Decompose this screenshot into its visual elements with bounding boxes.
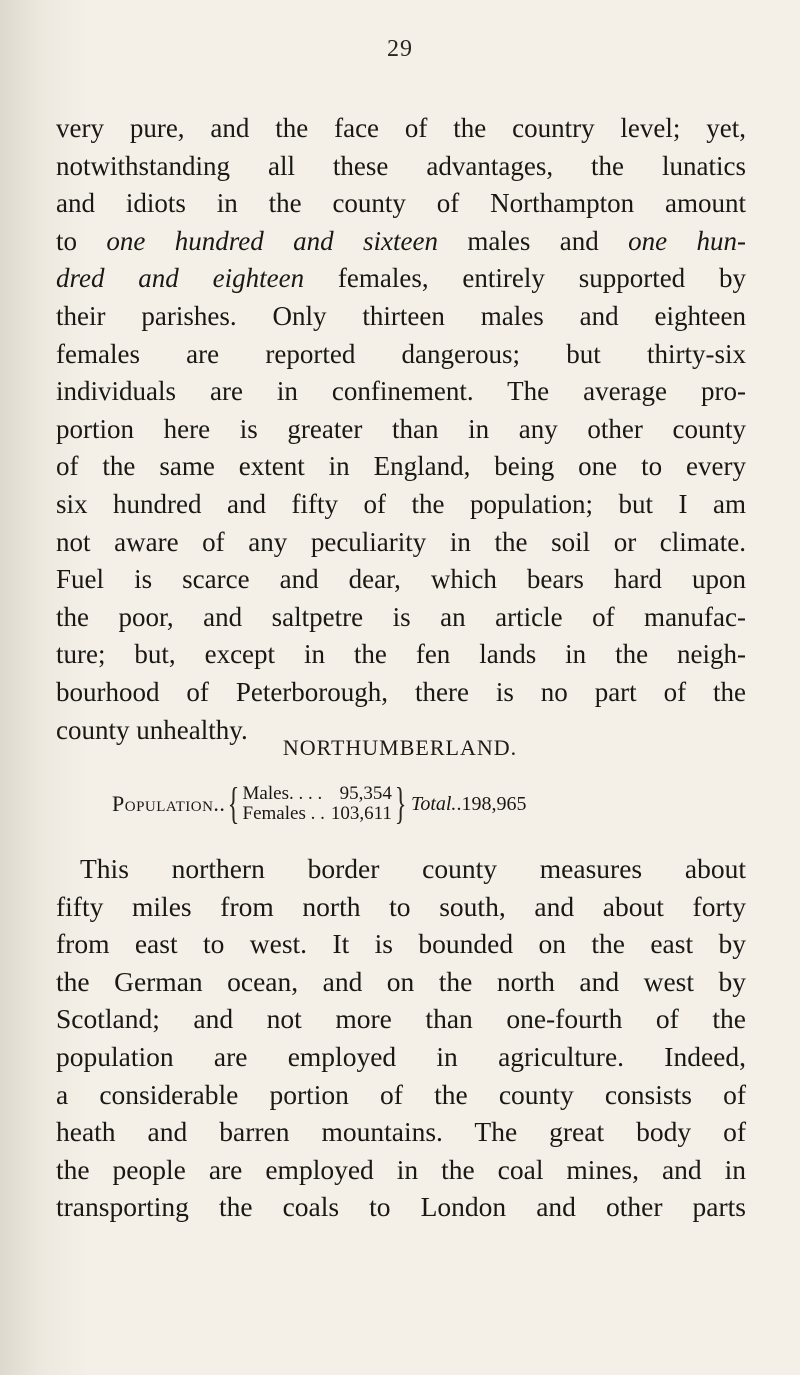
text-run: males and xyxy=(438,225,629,256)
text-line: the people are employed in the coal mines, and in xyxy=(56,1153,746,1185)
females-label: Females . . xyxy=(242,803,325,824)
text-line xyxy=(56,223,746,261)
text-line: of the same extent in England, being one to every xyxy=(56,451,746,482)
section-heading: NORTHUMBERLAND. xyxy=(282,735,518,760)
text-line: from east to west. It is bounded on the east by xyxy=(56,928,746,960)
text-line: very pure, and the face of the country level; yet, xyxy=(56,113,746,143)
text-line: portion here is greater than in any other county xyxy=(56,413,746,444)
text-line: individuals are in confinement. The average pro- xyxy=(56,376,746,407)
page-number: 29 xyxy=(387,36,413,62)
text-line: transporting the coals to London and other parts xyxy=(56,1191,746,1223)
text-line: notwithstanding all these advantages, the lunatics xyxy=(56,150,746,181)
italic-text: one hun- xyxy=(628,225,746,256)
population-values xyxy=(331,784,392,824)
text-line: a considerable portion of the county consists of xyxy=(56,1078,746,1110)
text-line: fifty miles from north to south, and about forty xyxy=(56,890,746,922)
italic-text: dred and eighteen xyxy=(56,263,305,294)
population-label: Population.. xyxy=(112,791,226,816)
females-value: 103,611 xyxy=(330,803,392,824)
males-value: 95,354 xyxy=(339,783,392,804)
text-run: females, entirely supported by xyxy=(304,263,746,294)
males-label: Males. . . . xyxy=(242,783,323,804)
text-line: county unhealthy. xyxy=(56,714,248,745)
left-brace-icon: { xyxy=(228,779,240,828)
text-line: their parishes. Only thirteen males and eighteen xyxy=(56,300,746,331)
sex-labels xyxy=(243,784,325,824)
text-line: Fuel is scarce and dear, which bears hard upon xyxy=(56,564,746,595)
text-line: population are employed in agriculture. Indeed, xyxy=(56,1040,746,1072)
text-line: Scotland; and not more than one-fourth of the xyxy=(56,1003,746,1035)
text-line: heath and barren mountains. The great body of xyxy=(56,1116,746,1148)
text-line xyxy=(56,260,746,298)
italic-text: one hundred and sixteen xyxy=(106,225,438,256)
text-line: the German ocean, and on the north and west by xyxy=(56,965,746,997)
paragraph-northampton xyxy=(56,110,746,749)
paragraph-northumberland xyxy=(56,850,746,1226)
text-run: to xyxy=(56,225,107,256)
text-line: the poor, and saltpetre is an article of manufac- xyxy=(56,601,746,632)
population-table xyxy=(112,780,526,828)
text-line: and idiots in the county of Northampton amount xyxy=(56,188,746,219)
text-line: bourhood of Peterborough, there is no part of the xyxy=(56,676,746,707)
right-brace-icon: } xyxy=(394,779,407,828)
total-label: Total. xyxy=(411,792,457,815)
text-line: ture; but, except in the fen lands in the neigh- xyxy=(56,639,746,670)
text-line: not aware of any peculiarity in the soil or climate. xyxy=(56,526,746,557)
total-value: .198,965 xyxy=(456,792,527,815)
text-line: females are reported dangerous; but thirty-six xyxy=(56,338,746,369)
text-line: six hundred and fifty of the population; but I am xyxy=(56,488,746,519)
text-line: This northern border county measures about xyxy=(80,853,746,884)
